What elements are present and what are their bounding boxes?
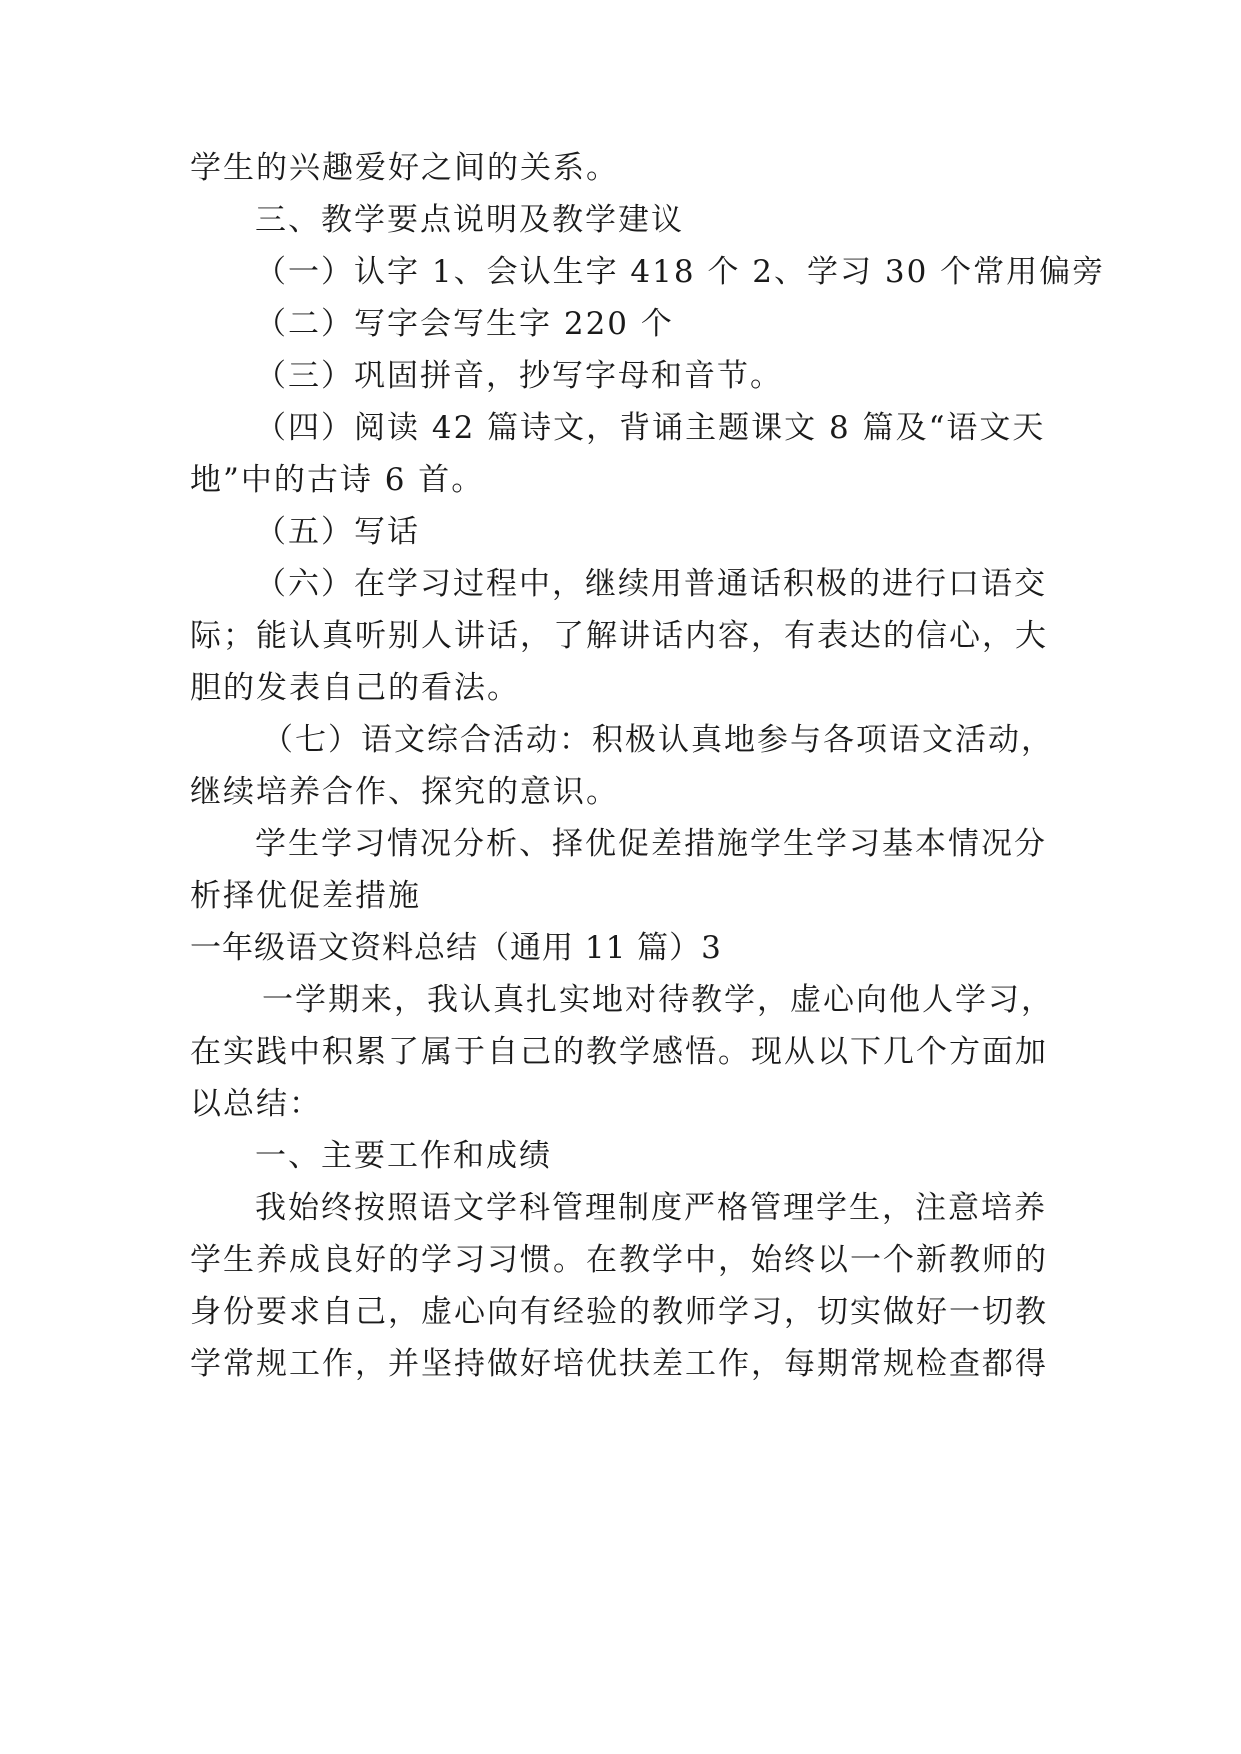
text-line-18: 在实践中积累了属于自己的教学感悟。现从以下几个方面加 [190, 1034, 1048, 1070]
text-line-22: 学生养成良好的学习习惯。在教学中，始终以一个新教师的 [190, 1242, 1048, 1278]
text-line-24: 学常规工作，并坚持做好培优扶差工作，每期常规检查都得 [190, 1346, 1048, 1382]
text-line-7: 地”中的古诗 6 首。 [190, 462, 485, 498]
text-line-15: 析择优促差措施 [190, 878, 421, 914]
text-line-14: 学生学习情况分析、择优促差措施学生学习基本情况分 [255, 826, 1047, 862]
text-line-19: 以总结： [190, 1086, 322, 1122]
text-line-8: （五）写话 [255, 514, 420, 550]
section-heading-3: 三、教学要点说明及教学建议 [255, 202, 684, 238]
text-line-11: 胆的发表自己的看法。 [190, 670, 520, 706]
text-line-3: （一）认字 1、会认生字 418 个 2、学习 30 个常用偏旁 [255, 254, 1106, 290]
text-line-6: （四）阅读 42 篇诗文，背诵主题课文 8 篇及“语文天 [255, 410, 1046, 446]
text-line-21: 我始终按照语文学科管理制度严格管理学生，注意培养 [255, 1190, 1047, 1226]
text-line-12: （七）语文综合活动：积极认真地参与各项语文活动， [262, 722, 1054, 758]
text-line-10: 际；能认真听别人讲话，了解讲话内容，有表达的信心，大 [190, 618, 1048, 654]
text-line-1: 学生的兴趣爱好之间的关系。 [190, 150, 619, 186]
text-line-13: 继续培养合作、探究的意识。 [190, 774, 619, 810]
article-title: 一年级语文资料总结（通用 11 篇）3 [190, 930, 722, 966]
text-line-17: 一学期来，我认真扎实地对待教学，虚心向他人学习， [262, 982, 1054, 1018]
section-heading-1: 一、主要工作和成绩 [255, 1138, 552, 1174]
text-line-9: （六）在学习过程中，继续用普通话积极的进行口语交 [255, 566, 1047, 602]
text-line-4: （二）写字会写生字 220 个 [255, 306, 674, 342]
text-line-23: 身份要求自己，虚心向有经验的教师学习，切实做好一切教 [190, 1294, 1048, 1330]
text-line-5: （三）巩固拼音，抄写字母和音节。 [255, 358, 783, 394]
